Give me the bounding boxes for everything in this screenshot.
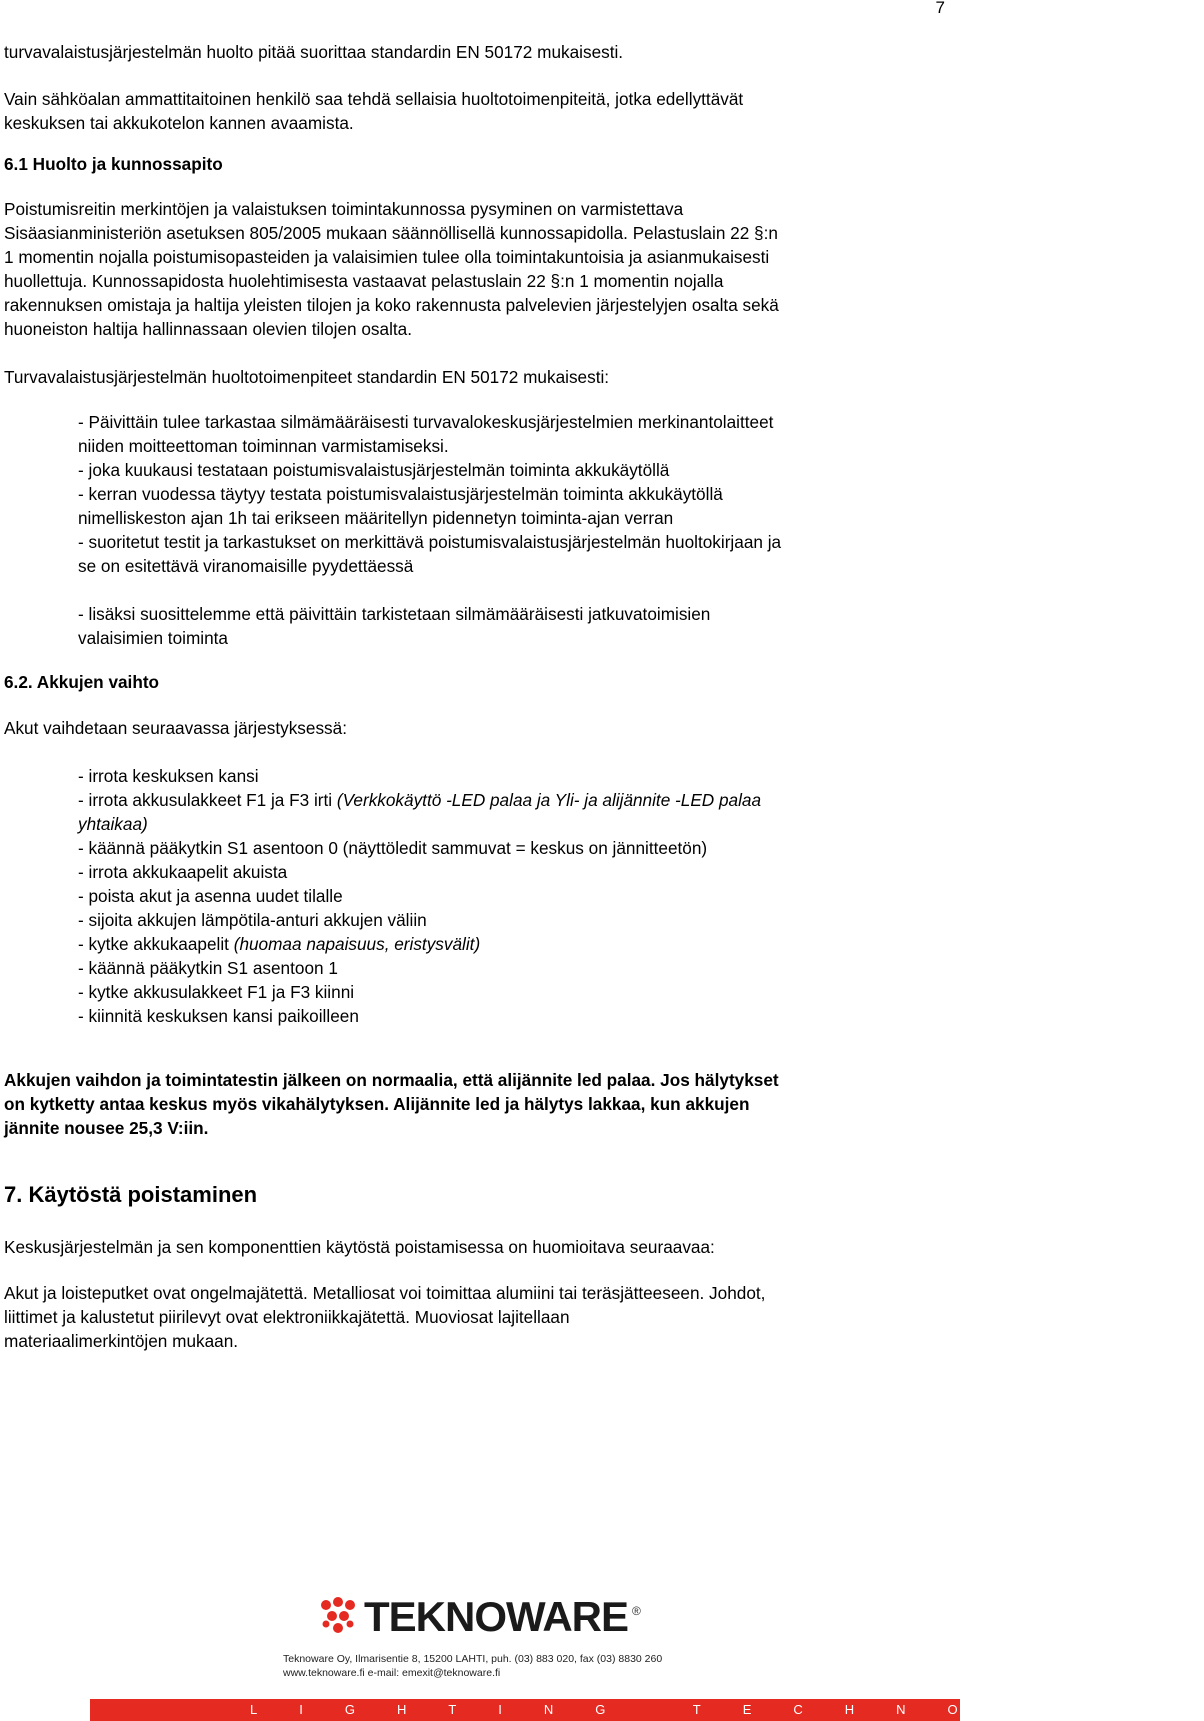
paragraph-line: materiaalimerkintöjen mukaan. (4, 1331, 239, 1351)
contact-line: Teknoware Oy, Ilmarisentie 8, 15200 LAHTI, puh. (03) 883 020, fax (03) 8830 260 (283, 1653, 663, 1665)
list-item: niiden moitteettoman toiminnan varmistamiseksi. (78, 436, 449, 456)
paragraph-line: Keskusjärjestelmän ja sen komponenttien käytöstä poistamisessa on huomioitava seuraavaa: (4, 1237, 715, 1257)
paragraph-line: Poistumisreitin merkintöjen ja valaistuksen toimintakunnossa pysyminen on varmistettava (4, 199, 684, 219)
paragraph-line: huollettuja. Kunnossapidosta huolehtimisesta vastaavat pelastuslain 22 §:n 1 momentin nojalla (4, 271, 724, 291)
section-6-1-heading: 6.1 Huolto ja kunnossapito (4, 154, 223, 174)
paragraph-line: 1 momentin nojalla poistumisopasteiden ja valaisimien tulee olla toimintakuntoisia ja asianmukaisesti (4, 247, 770, 267)
step-item: - kiinnitä keskuksen kansi paikoilleen (78, 1006, 359, 1026)
logo-mark-icon (318, 1596, 362, 1640)
list-item: - Päivittäin tulee tarkastaa silmämääräisesti turvavalokeskusjärjestelmien merkinantolaitteet (78, 412, 774, 432)
step-item: - irrota keskuksen kansi (78, 766, 259, 786)
intro-para-line: Vain sähköalan ammattitaitoinen henkilö saa tehdä sellaisia huoltotoimenpiteitä, jotka edellyttävät (4, 89, 744, 109)
section-6-2-heading: 6.2. Akkujen vaihto (4, 672, 160, 692)
list-item: - joka kuukausi testataan poistumisvalaistusjärjestelmän toiminta akkukäytöllä (78, 460, 670, 480)
maintenance-lead: Turvavalaistusjärjestelmän huoltotoimenpiteet standardin EN 50172 mukaisesti: (4, 367, 610, 387)
step-item: - poista akut ja asenna uudet tilalle (78, 886, 343, 906)
step-item: - irrota akkusulakkeet F1 ja F3 irti (Verkkokäyttö -LED palaa ja Yli- ja alijännite -LED palaa (78, 790, 762, 810)
tagline: LIGHTING TECHNOLOGY (250, 1702, 1204, 1717)
list-item: se on esitettävä viranomaisille pyydettäessä (78, 556, 414, 576)
list-item: nimelliskeston ajan 1h tai erikseen määritellyn pidennetyn toiminta-ajan verran (78, 508, 674, 528)
list-item: - kerran vuodessa täytyy testata poistumisvalaistusjärjestelmän toiminta akkukäytöllä (78, 484, 723, 504)
contact-line: www.teknoware.fi e-mail: emexit@teknoware.fi (283, 1667, 501, 1679)
paragraph-line: Akut ja loisteputket ovat ongelmajätettä. Metalliosat voi toimittaa alumiini tai teräsjätteeseen. Johdot, (4, 1283, 766, 1303)
list-item: valaisimien toiminta (78, 628, 228, 648)
lighting-technology-banner (90, 1699, 1204, 1721)
step-item: - kytke akkusulakkeet F1 ja F3 kiinni (78, 982, 355, 1002)
registered-mark: ® (632, 1604, 641, 1618)
battery-note-line: jännite nousee 25,3 V:iin. (4, 1118, 209, 1138)
battery-note-line: Akkujen vaihdon ja toimintatestin jälkeen on normaalia, että alijännite led palaa. Jos hälytykset (4, 1070, 779, 1090)
paragraph-line: huoneiston haltija hallinnassaan olevien tilojen osalta. (4, 319, 413, 339)
step-item: - kytke akkukaapelit (huomaa napaisuus, eristysvälit) (78, 934, 481, 954)
intro-line: turvavalaistusjärjestelmän huolto pitää suorittaa standardin EN 50172 mukaisesti. (4, 42, 624, 62)
teknoware-logo (318, 1593, 658, 1640)
section-7-heading: 7. Käytöstä poistaminen (4, 1182, 258, 1207)
step-item: - sijoita akkujen lämpötila-anturi akkujen väliin (78, 910, 427, 930)
paragraph-line: rakennuksen omistaja ja haltija yleisten tilojen ja koko rakennusta palvelevien järjestelyjen osalta sekä (4, 295, 779, 315)
battery-note-line: on kytketty antaa keskus myös vikahälytyksen. Alijännite led ja hälytys lakkaa, kun akkujen (4, 1094, 750, 1114)
step-item: - käännä pääkytkin S1 asentoon 1 (78, 958, 338, 978)
list-item: - suoritetut testit ja tarkastukset on merkittävä poistumisvalaistusjärjestelmän huoltokirjaan ja (78, 532, 782, 552)
step-item: - käännä pääkytkin S1 asentoon 0 (näyttöledit sammuvat = keskus on jännitteetön) (78, 838, 708, 858)
step-item: yhtaikaa) (78, 814, 148, 834)
paragraph-line: liittimet ja kalustetut piirilevyt ovat elektroniikkajätettä. Muoviosat lajitellaan (4, 1307, 570, 1327)
step-item: - irrota akkukaapelit akuista (78, 862, 288, 882)
intro-para-line: keskuksen tai akkukotelon kannen avaamista. (4, 113, 354, 133)
paragraph-line: Sisäasianministeriön asetuksen 805/2005 mukaan säännöllisellä kunnossapidolla. Pelastuslain 22 §:n (4, 223, 778, 243)
logo-wordmark: TEKNOWARE (364, 1593, 628, 1640)
page-number: 7 (935, 0, 945, 17)
list-item: - lisäksi suosittelemme että päivittäin tarkistetaan silmämääräisesti jatkuvatoimisien (78, 604, 711, 624)
battery-lead: Akut vaihdetaan seuraavassa järjestyksessä: (4, 718, 347, 738)
